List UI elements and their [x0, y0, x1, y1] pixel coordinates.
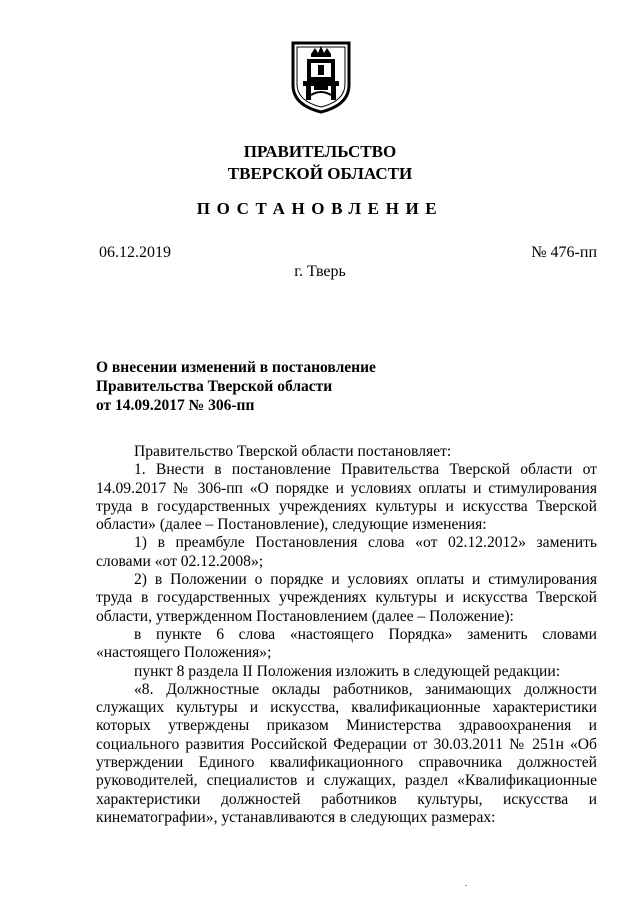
- document-type-title: ПОСТАНОВЛЕНИЕ: [196, 199, 444, 218]
- body-paragraph: 1) в преамбуле Постановления слова «от 02.12.2012» заменить словами «от 02.12.2008»;: [96, 534, 597, 570]
- body-paragraph: в пункте 6 слова «настоящего Порядка» заменить словами «настоящего Положения»;: [96, 625, 597, 662]
- document-number: № 476-пп: [531, 244, 597, 261]
- region-title: ТВЕРСКОЙ ОБЛАСТИ: [227, 164, 413, 183]
- subject-line: от 14.09.2017 № 306-пп: [96, 397, 255, 414]
- body-paragraph: 1. Внести в постановление Правительства Тверской области от 14.09.2017 № 306-пп «О порядке и условиях оплаты и стимулирования труда в государственных учреждениях культуры и искусства Тверской области» (далее – Постановление), следующие изменения:: [96, 461, 597, 534]
- body-paragraph: 2) в Положении о порядке и условиях оплаты и стимулирования труда в государственных учреждениях культуры и искусства Тверской области, утвержденном Постановлением (далее – Положение):: [96, 571, 597, 625]
- scan-speck: [465, 885, 467, 886]
- document-city: г. Тверь: [294, 263, 346, 280]
- document-body: [96, 443, 597, 827]
- document-date: 06.12.2019: [99, 244, 171, 261]
- subject-line: Правительства Тверской области: [96, 378, 333, 395]
- body-paragraph: «8. Должностные оклады работников, занимающих должности служащих культуры и искусства, квалификационные характеристики которых утверждены приказом Министерства здравоохранения и социального развития Российской Федерации от 30.03.2011 № 251н «Об утверждении Единого квалификационного справочника должностей руководителей, специалистов и служащих, раздел «Квалификационные характеристики должностей работников культуры, искусства и кинематографии», устанавливаются в следующих размерах:: [96, 680, 597, 826]
- government-title: ПРАВИТЕЛЬСТВО: [243, 142, 397, 161]
- body-paragraph: пункт 8 раздела II Положения изложить в следующей редакции:: [134, 662, 561, 680]
- subject-line: О внесении изменений в постановление: [96, 359, 376, 376]
- document-subject: [96, 358, 516, 415]
- body-paragraph: Правительство Тверской области постановляет:: [134, 443, 452, 460]
- coat-of-arms-icon: [289, 39, 353, 115]
